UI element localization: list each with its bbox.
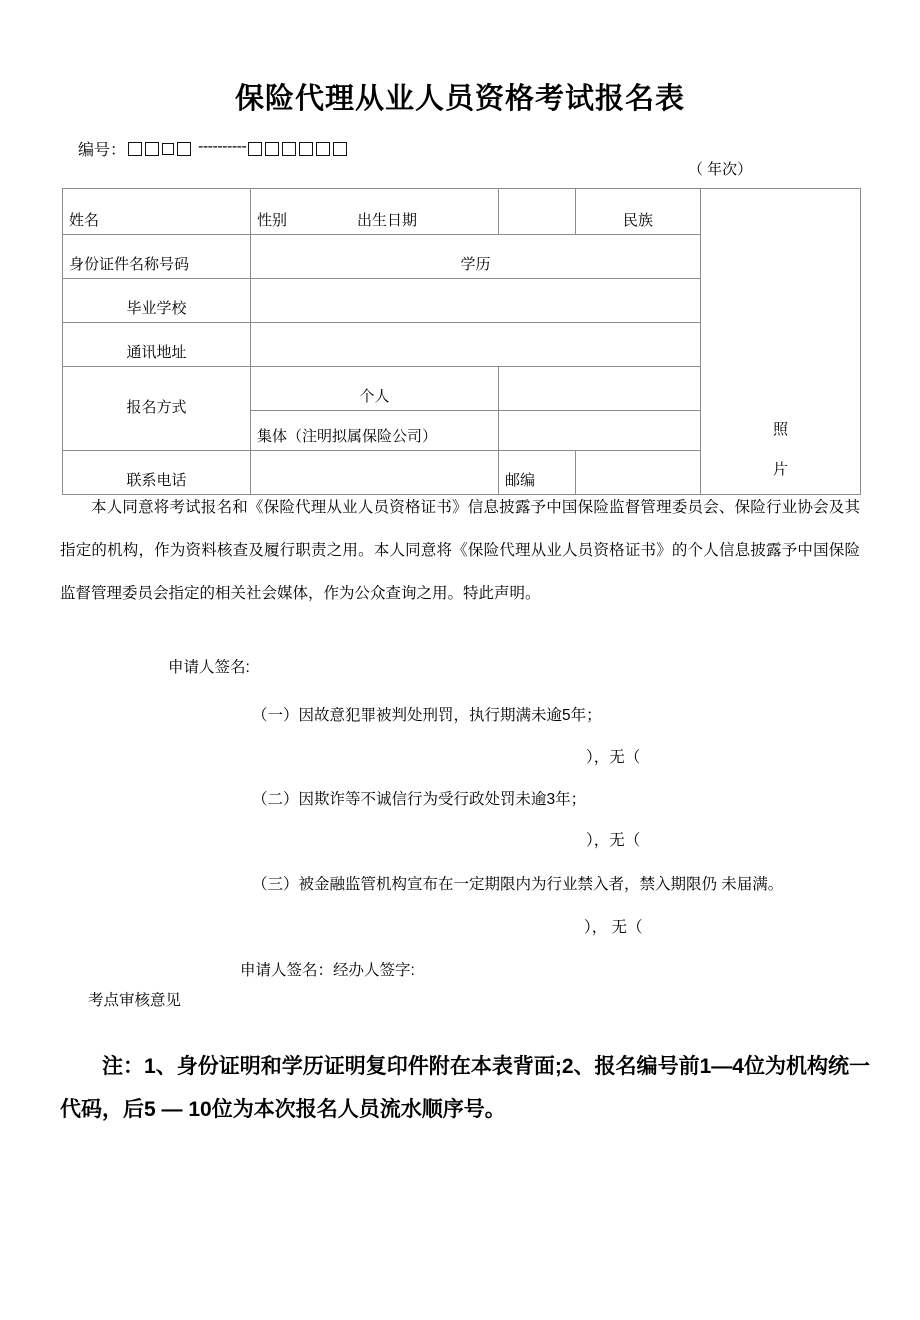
school-value-cell[interactable] (251, 279, 701, 323)
address-value-cell[interactable] (251, 323, 701, 367)
photo-label-line2: 片 (772, 461, 788, 478)
address-label-cell: 通讯地址 (63, 323, 251, 367)
clause-item-2: （二）因欺诈等不诚信行为受行政处罚未逾3年； (252, 791, 587, 808)
apply-group-value-cell[interactable] (499, 411, 701, 451)
serial-box[interactable] (265, 142, 279, 156)
clause-3-mark[interactable]: ）， 无（ (584, 919, 643, 936)
ethnicity-label-cell: 民族 (576, 189, 701, 235)
clause-item-3: （三）被金融监管机构宣布在一定期限内为行业禁入者，禁入期限仍 未届满。 (252, 876, 784, 893)
page-title: 保险代理从业人员资格考试报名表 (234, 83, 685, 115)
serial-number-label: 编号： (78, 142, 127, 159)
footer-note: 注：1、身份证明和学历证明复印件附在本表背面;2、报名编号前1—4位为机构统一代码，后5 — 10位为本次报名人员流水顺序号。 (60, 1055, 870, 1121)
serial-box[interactable] (282, 142, 296, 156)
serial-suffix-boxes[interactable] (248, 142, 350, 156)
apply-group-label-cell: 集体（注明拟属保险公司） (251, 411, 499, 451)
serial-dashes: ---------- (198, 137, 247, 155)
gender-birthdate-label-cell (251, 189, 499, 235)
serial-box[interactable] (177, 142, 191, 156)
audit-opinion-label: 考点审核意见 (88, 992, 182, 1009)
education-label-cell: 学历 (251, 235, 701, 279)
applicant-officer-signature-label: 申请人签名：经办人签字: (240, 962, 415, 979)
clause-2-mark[interactable]: ），无（ (586, 832, 641, 849)
apply-individual-value-cell[interactable] (499, 367, 701, 411)
gender-value-cell[interactable] (499, 189, 576, 235)
apply-individual-label-cell: 个人 (251, 367, 499, 411)
serial-prefix-boxes[interactable] (128, 142, 194, 156)
serial-box[interactable] (333, 142, 347, 156)
id-number-label-cell: 身份证件名称号码 (63, 235, 251, 279)
apply-method-label-cell: 报名方式 (63, 367, 251, 451)
photo-label-line1: 照 (772, 421, 788, 438)
serial-box[interactable] (128, 142, 142, 156)
year-session-note: （ 年次） (688, 161, 753, 178)
photo-cell[interactable] (701, 189, 861, 495)
declaration-paragraph: 本人同意将考试报名和《保险代理从业人员资格证书》信息披露予中国保险监督管理委员会、保险行业协会及其指定的机构，作为资料核查及履行职责之用。本人同意将《保险代理从业人员资格证书》的个人信息披露予中国保险监督管理委员会指定的相关社会媒体，作为公众查询之用。特此声明。 (60, 499, 860, 602)
serial-box[interactable] (299, 142, 313, 156)
postcode-label-cell: 邮编 (499, 451, 576, 495)
serial-box[interactable] (316, 142, 330, 156)
serial-box[interactable] (162, 143, 174, 155)
name-label-cell: 姓名 (63, 189, 251, 235)
table-row (63, 189, 861, 235)
school-label-cell: 毕业学校 (63, 279, 251, 323)
serial-box[interactable] (248, 142, 262, 156)
applicant-signature-label: 申请人签名: (168, 659, 250, 676)
serial-number-line (78, 137, 350, 160)
gender-label: 性别 (257, 212, 288, 229)
clause-item-1: （一）因故意犯罪被判处刑罚，执行期满未逾5年； (252, 707, 602, 724)
birthdate-label: 出生日期 (357, 212, 418, 229)
registration-form-table (62, 188, 861, 495)
clause-1-mark[interactable]: ），无（ (586, 749, 641, 766)
serial-box[interactable] (145, 142, 159, 156)
phone-label-cell: 联系电话 (63, 451, 251, 495)
